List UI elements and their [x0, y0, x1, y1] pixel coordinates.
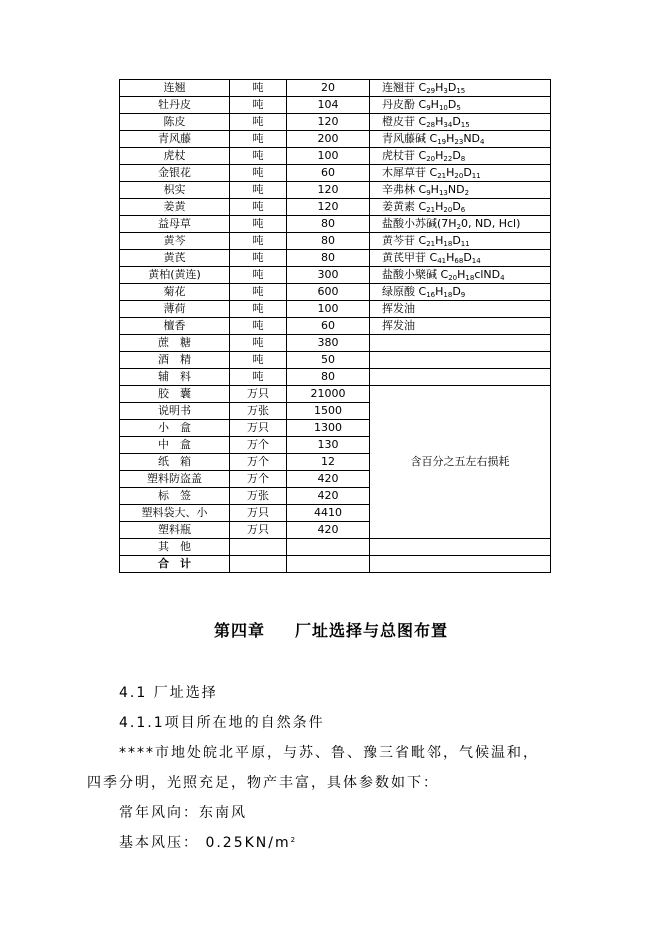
cell-material-name: 枳实 [120, 182, 230, 199]
table-row [120, 250, 551, 267]
table-row [120, 182, 551, 199]
cell-quantity: 4410 [287, 505, 370, 522]
wind-pressure-text: 基本风压： 0.25KN/m [119, 835, 291, 851]
cell-active-ingredient: 木犀草苷 $C_{21}H_{20}D_{11}$ [370, 165, 551, 182]
cell-material-name: 塑料防盗盖 [120, 471, 230, 488]
table-row [120, 352, 551, 369]
cell-quantity: 100 [287, 148, 370, 165]
table-row [120, 233, 551, 250]
cell-material-name: 金银花 [120, 165, 230, 182]
cell-empty [370, 539, 551, 556]
table-row [120, 97, 551, 114]
cell-unit: 吨 [230, 284, 287, 301]
cell-quantity: 200 [287, 131, 370, 148]
table-row [120, 318, 551, 335]
cell-quantity: 120 [287, 199, 370, 216]
cell-active-ingredient: 辛弗林 $C_9H_{13}ND_2$ [370, 182, 551, 199]
cell-unit: 吨 [230, 301, 287, 318]
cell-material-name: 檀香 [120, 318, 230, 335]
cell-quantity: 420 [287, 471, 370, 488]
cell-active-ingredient: 虎杖苷 $C_{20}H_{22}D_8$ [370, 148, 551, 165]
cell-quantity: 300 [287, 267, 370, 284]
cell-material-name: 益母草 [120, 216, 230, 233]
cell-empty [370, 556, 551, 573]
cell-unit: 吨 [230, 148, 287, 165]
table-row [120, 80, 551, 97]
cell-unit: 吨 [230, 369, 287, 386]
materials-table [119, 79, 551, 573]
cell-empty [370, 352, 551, 369]
cell-unit: 吨 [230, 233, 287, 250]
cell-unit: 吨 [230, 335, 287, 352]
cell-quantity: 80 [287, 216, 370, 233]
cell-unit [230, 556, 287, 573]
cell-unit: 万个 [230, 437, 287, 454]
cell-quantity: 1500 [287, 403, 370, 420]
wind-direction: 常年风向：东南风 [119, 805, 247, 821]
cell-active-ingredient: 青风藤碱 $C_{19}H_{23}ND_4$ [370, 131, 551, 148]
cell-material-name: 黄芪 [120, 250, 230, 267]
cell-unit: 万个 [230, 471, 287, 488]
cell-material-name: 塑料瓶 [120, 522, 230, 539]
cell-quantity: 420 [287, 522, 370, 539]
cell-active-ingredient: 姜黄素 $C_{21}H_{20}D_6$ [370, 199, 551, 216]
cell-unit: 吨 [230, 267, 287, 284]
table-row [120, 199, 551, 216]
cell-unit: 吨 [230, 114, 287, 131]
cell-unit: 吨 [230, 182, 287, 199]
cell-quantity: 420 [287, 488, 370, 505]
cell-quantity: 60 [287, 165, 370, 182]
cell-active-ingredient: 黄芩苷 $C_{21}H_{18}D_{11}$ [370, 233, 551, 250]
table-row [120, 301, 551, 318]
cell-active-ingredient: 连翘苷 $C_{29}H_3D_{15}$ [370, 80, 551, 97]
cell-material-name: 薄荷 [120, 301, 230, 318]
cell-quantity: 20 [287, 80, 370, 97]
cell-unit: 万只 [230, 420, 287, 437]
table-row [120, 539, 551, 556]
section-heading: 4.1 厂址选择 [119, 685, 218, 701]
cell-active-ingredient: 挥发油 [370, 301, 551, 318]
cell-quantity: 12 [287, 454, 370, 471]
cell-unit: 吨 [230, 97, 287, 114]
cell-material-name: 牡丹皮 [120, 97, 230, 114]
cell-quantity: 50 [287, 352, 370, 369]
cell-material-name: 合 计 [120, 556, 230, 573]
table-row [120, 131, 551, 148]
cell-material-name: 菊花 [120, 284, 230, 301]
cell-material-name: 黄柏(黄连) [120, 267, 230, 284]
cell-material-name: 陈皮 [120, 114, 230, 131]
cell-quantity: 380 [287, 335, 370, 352]
cell-unit: 吨 [230, 80, 287, 97]
cell-material-name: 姜黄 [120, 199, 230, 216]
loss-note-cell: 含百分之五左右损耗 [370, 386, 551, 539]
cell-quantity: 120 [287, 182, 370, 199]
cell-active-ingredient: 橙皮苷 $C_{28}H_{34}D_{15}$ [370, 114, 551, 131]
chapter-heading [0, 618, 662, 641]
cell-quantity [287, 556, 370, 573]
cell-unit: 吨 [230, 216, 287, 233]
paragraph-line-1: ****市地处皖北平原，与苏、鲁、豫三省毗邻，气候温和， [119, 745, 539, 761]
cell-unit: 吨 [230, 165, 287, 182]
table-row [120, 369, 551, 386]
cell-quantity [287, 539, 370, 556]
cell-active-ingredient: 绿原酸 $C_{16}H_{18}D_9$ [370, 284, 551, 301]
paragraph-line-2: 四季分明，光照充足，物产丰富，具体参数如下： [87, 775, 439, 791]
table-row [120, 148, 551, 165]
cell-active-ingredient: 丹皮酚 $C_9H_{10}D_5$ [370, 97, 551, 114]
cell-unit: 吨 [230, 131, 287, 148]
cell-material-name: 小 盒 [120, 420, 230, 437]
cell-quantity: 80 [287, 233, 370, 250]
cell-unit: 吨 [230, 352, 287, 369]
chapter-title: 厂址选择与总图布置 [295, 621, 449, 640]
cell-material-name: 其 他 [120, 539, 230, 556]
cell-unit: 万只 [230, 522, 287, 539]
table-row [120, 114, 551, 131]
cell-quantity: 80 [287, 369, 370, 386]
table-row [120, 386, 551, 403]
cell-quantity: 80 [287, 250, 370, 267]
cell-unit: 吨 [230, 199, 287, 216]
cell-unit: 万个 [230, 454, 287, 471]
cell-material-name: 辅 料 [120, 369, 230, 386]
cell-quantity: 600 [287, 284, 370, 301]
cell-material-name: 中 盒 [120, 437, 230, 454]
cell-material-name: 蔗 糖 [120, 335, 230, 352]
cell-quantity: 100 [287, 301, 370, 318]
cell-unit: 万只 [230, 505, 287, 522]
cell-material-name: 黄芩 [120, 233, 230, 250]
subsection-heading: 4.1.1项目所在地的自然条件 [119, 715, 325, 731]
cell-quantity: 130 [287, 437, 370, 454]
wind-pressure-exponent: 2 [290, 836, 298, 844]
cell-material-name: 青风藤 [120, 131, 230, 148]
cell-active-ingredient: 挥发油 [370, 318, 551, 335]
cell-quantity: 21000 [287, 386, 370, 403]
cell-unit: 万张 [230, 403, 287, 420]
chapter-number: 第四章 [213, 621, 265, 640]
table-row [120, 284, 551, 301]
cell-material-name: 虎杖 [120, 148, 230, 165]
table-row [120, 335, 551, 352]
cell-quantity: 120 [287, 114, 370, 131]
cell-active-ingredient: 盐酸小檗碱 $C_{20}H_{18}clND_4$ [370, 267, 551, 284]
cell-quantity: 60 [287, 318, 370, 335]
cell-material-name: 连翘 [120, 80, 230, 97]
cell-unit: 万只 [230, 386, 287, 403]
table-row [120, 267, 551, 284]
cell-material-name: 塑料袋大、小 [120, 505, 230, 522]
cell-quantity: 104 [287, 97, 370, 114]
table-row [120, 556, 551, 573]
cell-quantity: 1300 [287, 420, 370, 437]
wind-pressure [119, 832, 297, 852]
cell-empty [370, 335, 551, 352]
cell-empty [370, 369, 551, 386]
cell-active-ingredient: 黄芪甲苷 $C_{41}H_{68}D_{14}$ [370, 250, 551, 267]
cell-material-name: 胶 囊 [120, 386, 230, 403]
cell-material-name: 说明书 [120, 403, 230, 420]
table-row [120, 216, 551, 233]
cell-unit: 吨 [230, 318, 287, 335]
cell-material-name: 酒 精 [120, 352, 230, 369]
table-row [120, 165, 551, 182]
cell-material-name: 纸 箱 [120, 454, 230, 471]
cell-unit: 万张 [230, 488, 287, 505]
cell-unit [230, 539, 287, 556]
cell-unit: 吨 [230, 250, 287, 267]
cell-material-name: 标 签 [120, 488, 230, 505]
cell-active-ingredient: 盐酸小苏碱($7H_20$, ND, Hcl) [370, 216, 551, 233]
